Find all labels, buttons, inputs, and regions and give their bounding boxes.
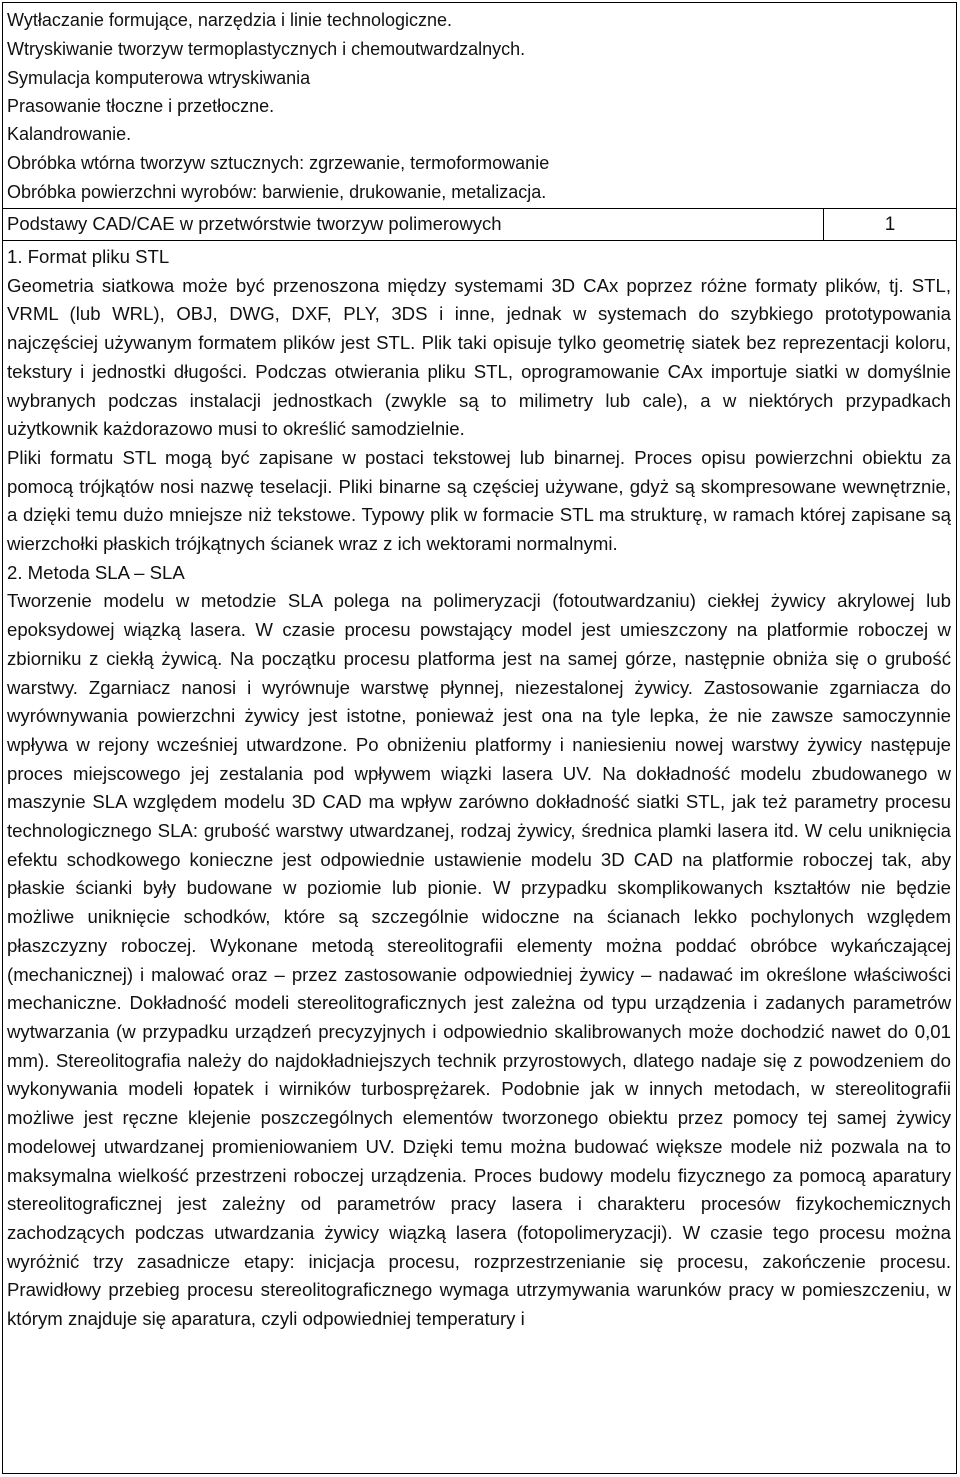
syllabus-table [2,2,957,1474]
topic-line: Wytłaczanie formujące, narzędzia i linie technologiczne. [7,10,453,30]
heading-sla: 2. Metoda SLA – SLA [7,561,185,583]
topic-line: Wtryskiwanie tworzyw termoplastycznych i chemoutwardzalnych. [7,39,526,59]
heading-stl: 1. Format pliku STL [7,246,170,267]
paragraph: Tworzenie modelu w metodzie SLA polega na polimeryzacji (fotoutwardzaniu) ciekłej żywicy akrylowej lub epoksydowej wiązką lasera. W czasie procesu powstający model jest umieszczony na platformie roboczej w zbiorniku z ciekłą żywicą. Na początku procesu platforma jest na samej górze, następnie obniża się o grubość warstwy. Zgarniacz nanosi i wyrównuje warstwę płynnej, niezestalonej żywicy. Zastosowanie zgarniacza do wyrównywania powierzchni żywicy jest istotne, ponieważ jest ona na tyle lepka, że nie zawsze samoczynnie wpływa w rejony wcześniej utwardzone. Po obniżeniu platformy i naniesieniu nowej warstwy żywicy następuje proces miejscowego jej zestalania pod wpływem wiązki lasera UV. Na dokładność modelu zbudowanego w maszynie SLA względem modelu 3D CAD ma wpływ zarówno dokładność siatki STL, jak też parametry procesu technologicznego SLA: grubość warstwy utwardzanej, rodzaj żywicy, średnica plamki lasera itd. W celu uniknięcia efektu schodkowego konieczne jest odpowiednie ustawienie modelu 3D CAD na platformie roboczej tak, aby płaskie ścianki były budowane w poziomie lub pionie. W przypadku skomplikowanych kształtów nie będzie możliwe uniknięcie schodków, które są szczególnie widoczne na ścianach lekko pochylonych względem płaszczyzny roboczej. Wykonane metodą stereolitografii elementy można poddać obróbce wykańczającej (mechanicznej) i malować oraz – przez zastosowanie odpowiedniej żywicy – nadawać im określone właściwości mechaniczne. Dokładność modeli stereolitograficznych jest zależna od typu urządzenia i zadanych parametrów wytwarzania (w przypadku urządzeń precyzyjnych i odpowiednio skalibrowanych może dochodzić nawet do 0,01 mm). Stereolitografia należy do najdokładniejszych technik przyrostowych, dlatego nadaje się z powodzeniem do wykonywania modeli łopatek i wirników turbosprężarek. Podobnie jak w innych metodach, w stereolitografii możliwe jest ręczne klejenie poszczególnych elementów tworzonego obiektu przez pomocy tej samej żywicy modelowej utwardzanej promieniowaniem UV. Dzięki temu można budować większe modele niż pozwala na to maksymalna wielkość przestrzeni roboczej urządzenia. Proces budowy modelu fizycznego za pomocą aparatury stereolitograficznej jest zależny od parametrów pracy lasera i charakteru procesów fizykochemicznych zachodzących podczas utwardzania żywicy wiązką lasera (fotopolimeryzacji). W czasie tego procesu można wyróżnić trzy zasadnicze etapy: inicjacja procesu, rozprzestrzenianie się procesu, zakończenie procesu. Prawidłowy przebieg procesu stereolitograficznego wymaga utrzymywania warunków pracy w pomieszczeniu, w którym znajduje się aparatura, czyli odpowiedniej temperatury i [7,590,951,1330]
hours-value: 1 [884,214,896,235]
section-title: Podstawy CAD/CAE w przetwórstwie tworzyw polimerowych [7,213,502,234]
row-divider [3,240,956,241]
paragraph: Pliki formatu STL mogą być zapisane w postaci tekstowej lub binarnej. Proces opisu powierzchni obiektu za pomocą trójkątów nosi nazwę teselacji. Pliki binarne są częściej używane, gdyż są skompresowane wewnętrznie, a dzięki temu dużo mniejsze niż tekstowe. Typowy plik w formacie STL ma strukturę, w ramach której zapisane są wierzchołki płaskich trójkątnych ścianek wraz z ich wektorami normalnymi. [7,446,951,555]
topic-line: Obróbka wtórna tworzyw sztucznych: zgrzewanie, termoformowanie [7,153,550,173]
topic-line: Prasowanie tłoczne i przetłoczne. [7,96,275,116]
topics-cell [3,3,956,209]
content-cell [7,243,951,1334]
paragraph: Geometria siatkowa może być przenoszona między systemami 3D CAx poprzez różne formaty plików, tj. STL, VRML (lub WRL), OBJ, DWG, DXF, PLY, 3DS i inne, jednak w systemach do szybkiego prototypowania najczęściej używanym formatem plików jest STL. Plik taki opisuje tylko geometrię siatek bez reprezentacji koloru, tekstury i jednostki długości. Podczas otwierania pliku STL, oprogramowanie CAx importuje siatki w domyślnie wybranych podczas instalacji jednostkach (zwykle są to milimetry lub cale), a w niektórych przypadkach użytkownik każdorazowo musi to określić samodzielnie. [7,274,951,440]
topic-line: Obróbka powierzchni wyrobów: barwienie, drukowanie, metalizacja. [7,182,547,202]
topic-line: Kalandrowanie. [7,124,132,144]
topic-line: Symulacja komputerowa wtryskiwania [7,68,311,88]
